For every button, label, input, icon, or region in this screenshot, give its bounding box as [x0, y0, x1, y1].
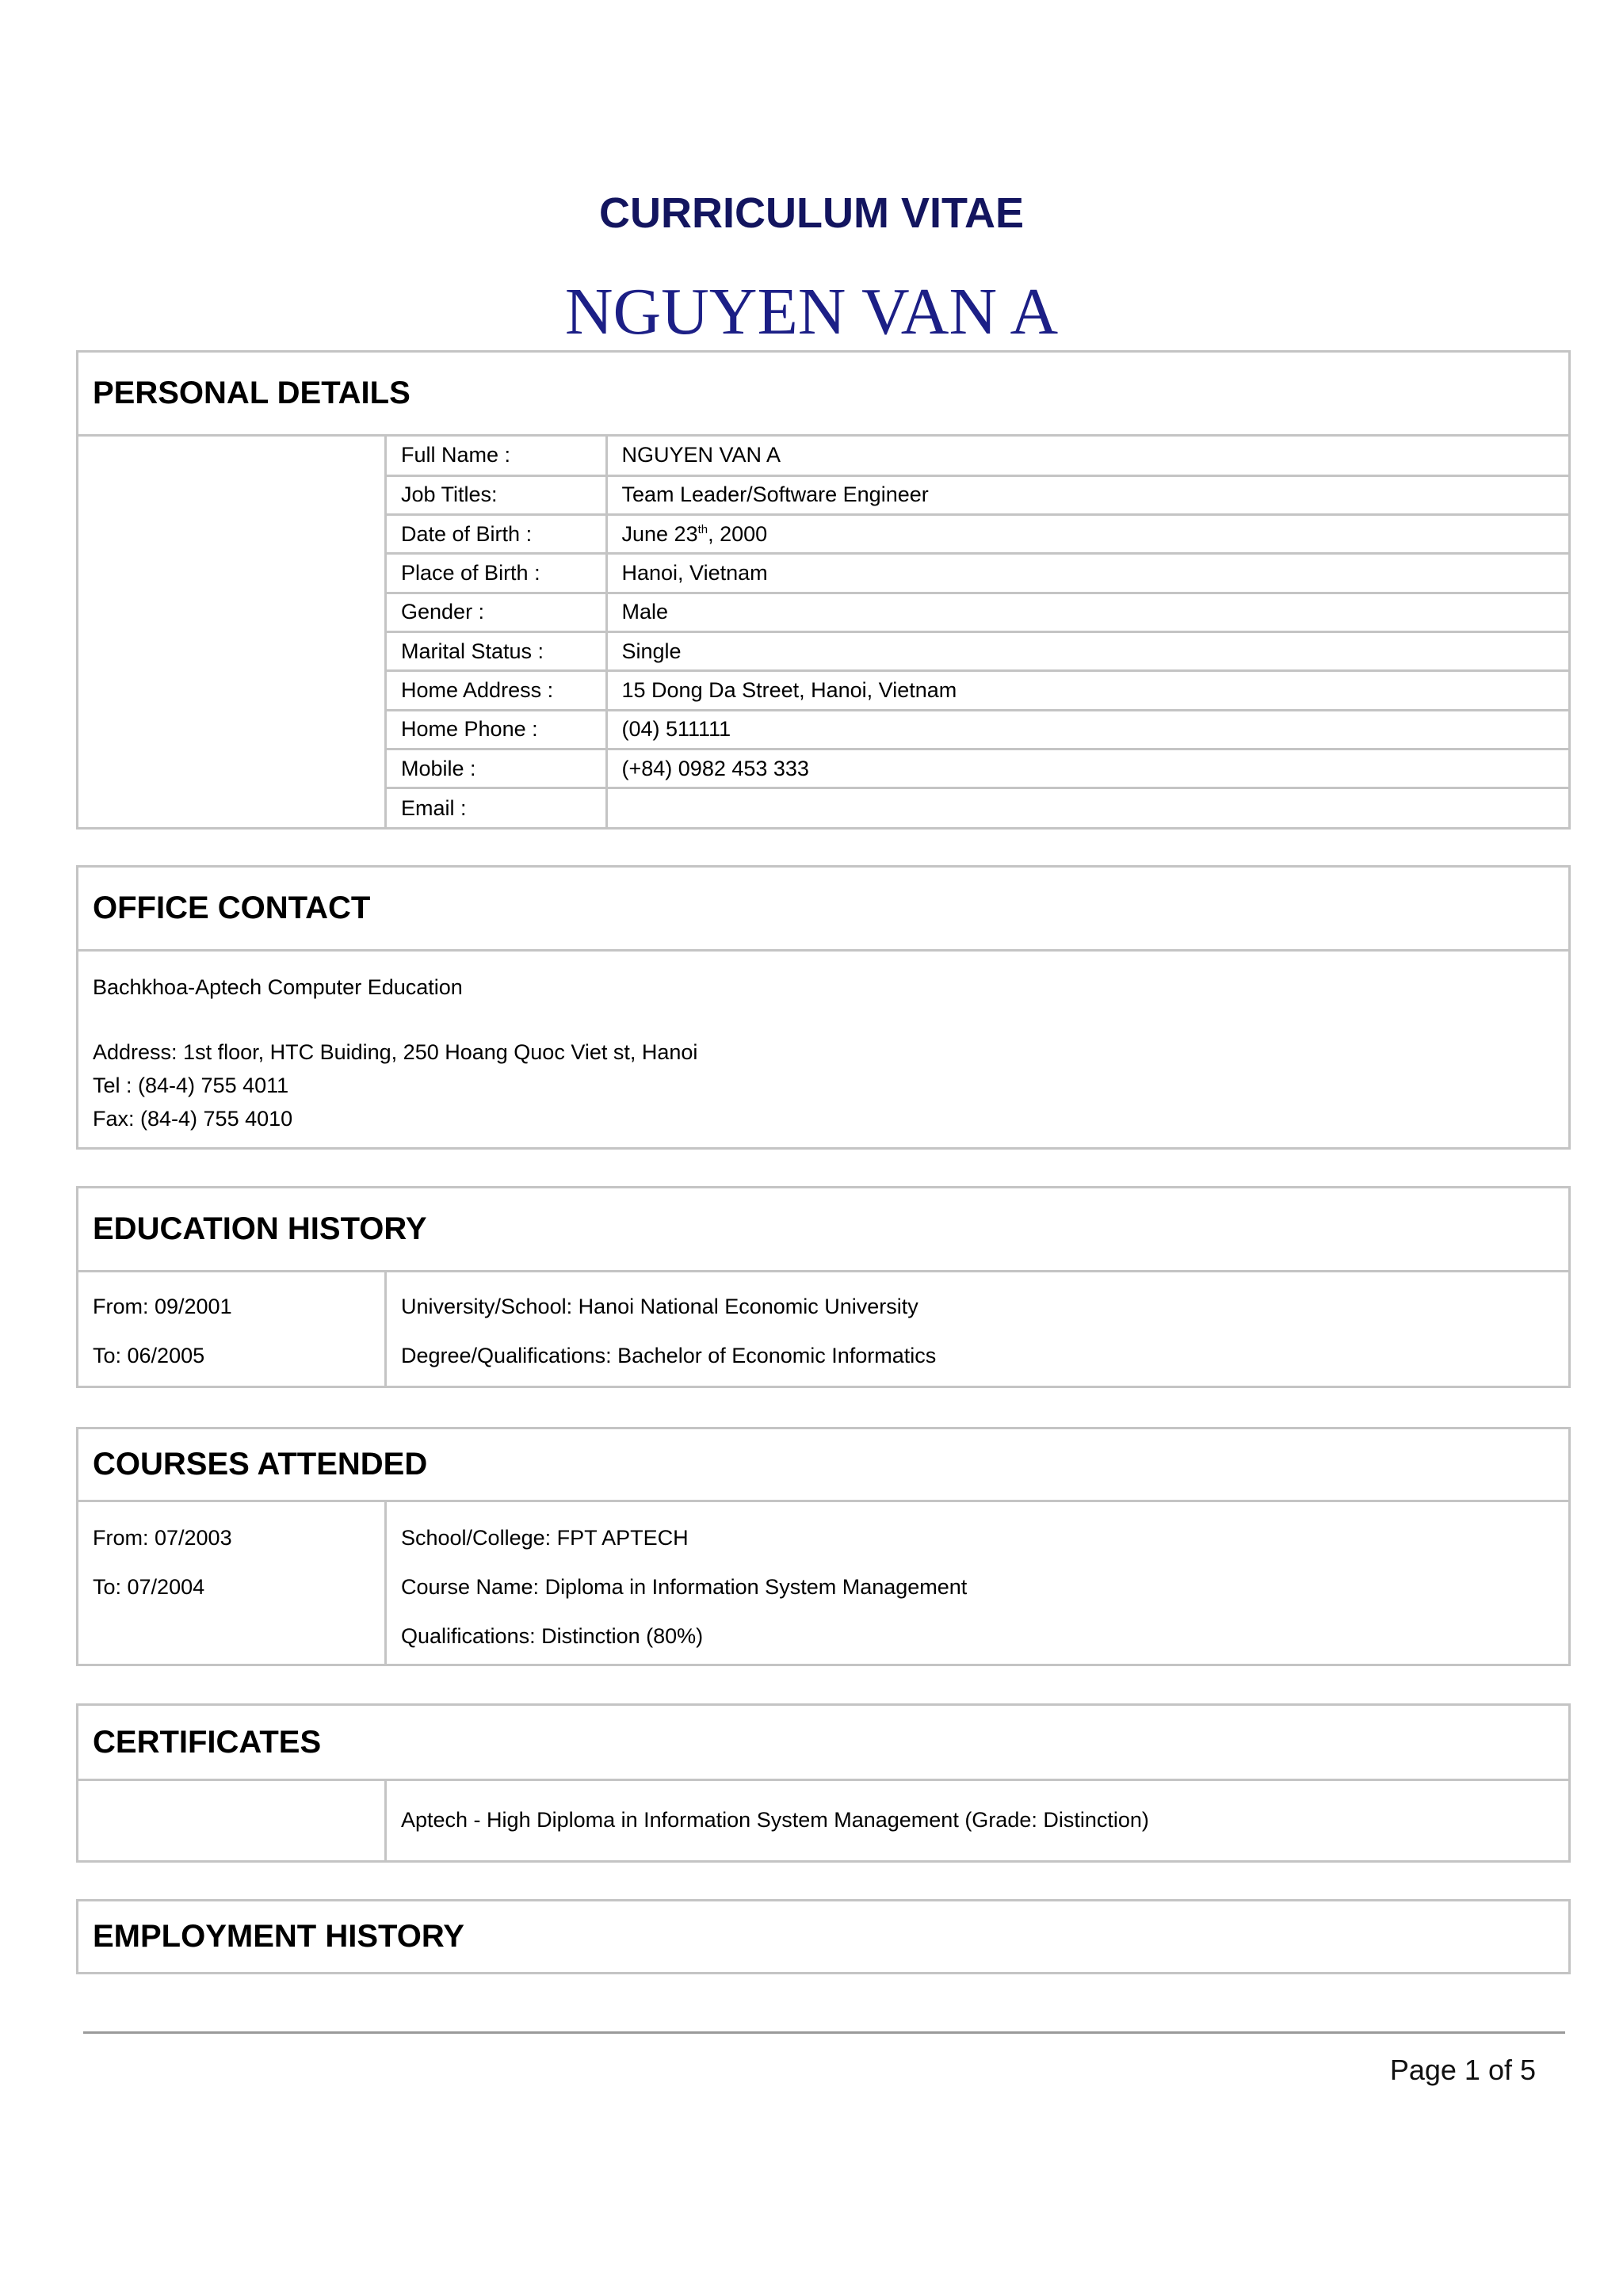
field-value: 15 Dong Da Street, Hanoi, Vietnam: [606, 671, 1568, 710]
office-tel: Tel : (84-4) 755 4011: [93, 1074, 289, 1097]
course-to: To: 07/2004: [93, 1575, 205, 1599]
table-row: [387, 437, 1568, 475]
office-fax: Fax: (84-4) 755 4010: [93, 1107, 293, 1131]
personal-details-section: [76, 350, 1571, 830]
field-label: Gender :: [387, 593, 606, 631]
section-heading: OFFICE CONTACT: [78, 868, 1568, 952]
education-school: University/School: Hanoi National Economic University: [401, 1295, 918, 1318]
table-row: [387, 710, 1568, 749]
section-heading: EDUCATION HISTORY: [78, 1188, 1568, 1272]
certificate-item: Aptech - High Diploma in Information System Management (Grade: Distinction): [401, 1808, 1149, 1832]
section-heading: PERSONAL DETAILS: [78, 353, 1568, 437]
section-heading: CERTIFICATES: [78, 1706, 1568, 1781]
field-label: Marital Status :: [387, 631, 606, 670]
courses-attended-section: [76, 1427, 1571, 1666]
field-value: Male: [606, 593, 1568, 631]
table-row: [387, 749, 1568, 788]
education-from: From: 09/2001: [93, 1295, 232, 1318]
course-name: Course Name: Diploma in Information System Management: [401, 1575, 968, 1599]
field-value: (+84) 0982 453 333: [606, 749, 1568, 788]
field-label: Email :: [387, 788, 606, 827]
page-number: Page 1 of 5: [1389, 2054, 1536, 2086]
field-value: Team Leader/Software Engineer: [606, 475, 1568, 514]
table-row: [387, 515, 1568, 554]
field-value: Single: [606, 631, 1568, 670]
field-label: Full Name :: [387, 437, 606, 475]
field-label: Date of Birth :: [387, 515, 606, 554]
field-label: Home Phone :: [387, 710, 606, 749]
course-from: From: 07/2003: [93, 1526, 232, 1550]
education-to: To: 06/2005: [93, 1344, 205, 1367]
education-degree: Degree/Qualifications: Bachelor of Economic Informatics: [401, 1344, 937, 1367]
field-value: [606, 515, 1568, 554]
table-row: [387, 554, 1568, 593]
section-heading: EMPLOYMENT HISTORY: [93, 1919, 464, 1954]
employment-history-section: [76, 1899, 1571, 1974]
field-label: Job Titles:: [387, 475, 606, 514]
footer-divider: [83, 2031, 1565, 2034]
office-address: Address: 1st floor, HTC Buiding, 250 Hoang Quoc Viet st, Hanoi: [93, 1040, 698, 1064]
table-row: [387, 671, 1568, 710]
education-history-section: [76, 1186, 1571, 1388]
field-value: (04) 511111: [606, 710, 1568, 749]
company-name: Bachkhoa-Aptech Computer Education: [93, 975, 463, 999]
table-row: [387, 631, 1568, 670]
certificates-section: [76, 1703, 1571, 1863]
personal-details-table: [387, 437, 1568, 827]
dob-text: June 23: [621, 521, 698, 546]
office-contact-body: [78, 952, 1568, 1140]
candidate-name: NGUYEN VAN A: [564, 275, 1059, 349]
document-title: CURRICULUM VITAE: [599, 189, 1024, 237]
dob-year: , 2000: [708, 521, 768, 546]
table-row: [387, 788, 1568, 827]
field-label: Mobile :: [387, 749, 606, 788]
field-value: NGUYEN VAN A: [606, 437, 1568, 475]
field-label: Place of Birth :: [387, 554, 606, 593]
photo-placeholder: [78, 437, 387, 827]
table-row: [387, 475, 1568, 514]
field-label: Home Address :: [387, 671, 606, 710]
field-value: Hanoi, Vietnam: [606, 554, 1568, 593]
office-contact-section: [76, 865, 1571, 1150]
course-qualification: Qualifications: Distinction (80%): [401, 1624, 704, 1648]
dob-ordinal: th: [697, 522, 708, 536]
field-value: [606, 788, 1568, 827]
course-school: School/College: FPT APTECH: [401, 1526, 689, 1550]
table-row: [387, 593, 1568, 631]
section-heading: COURSES ATTENDED: [78, 1429, 1568, 1502]
